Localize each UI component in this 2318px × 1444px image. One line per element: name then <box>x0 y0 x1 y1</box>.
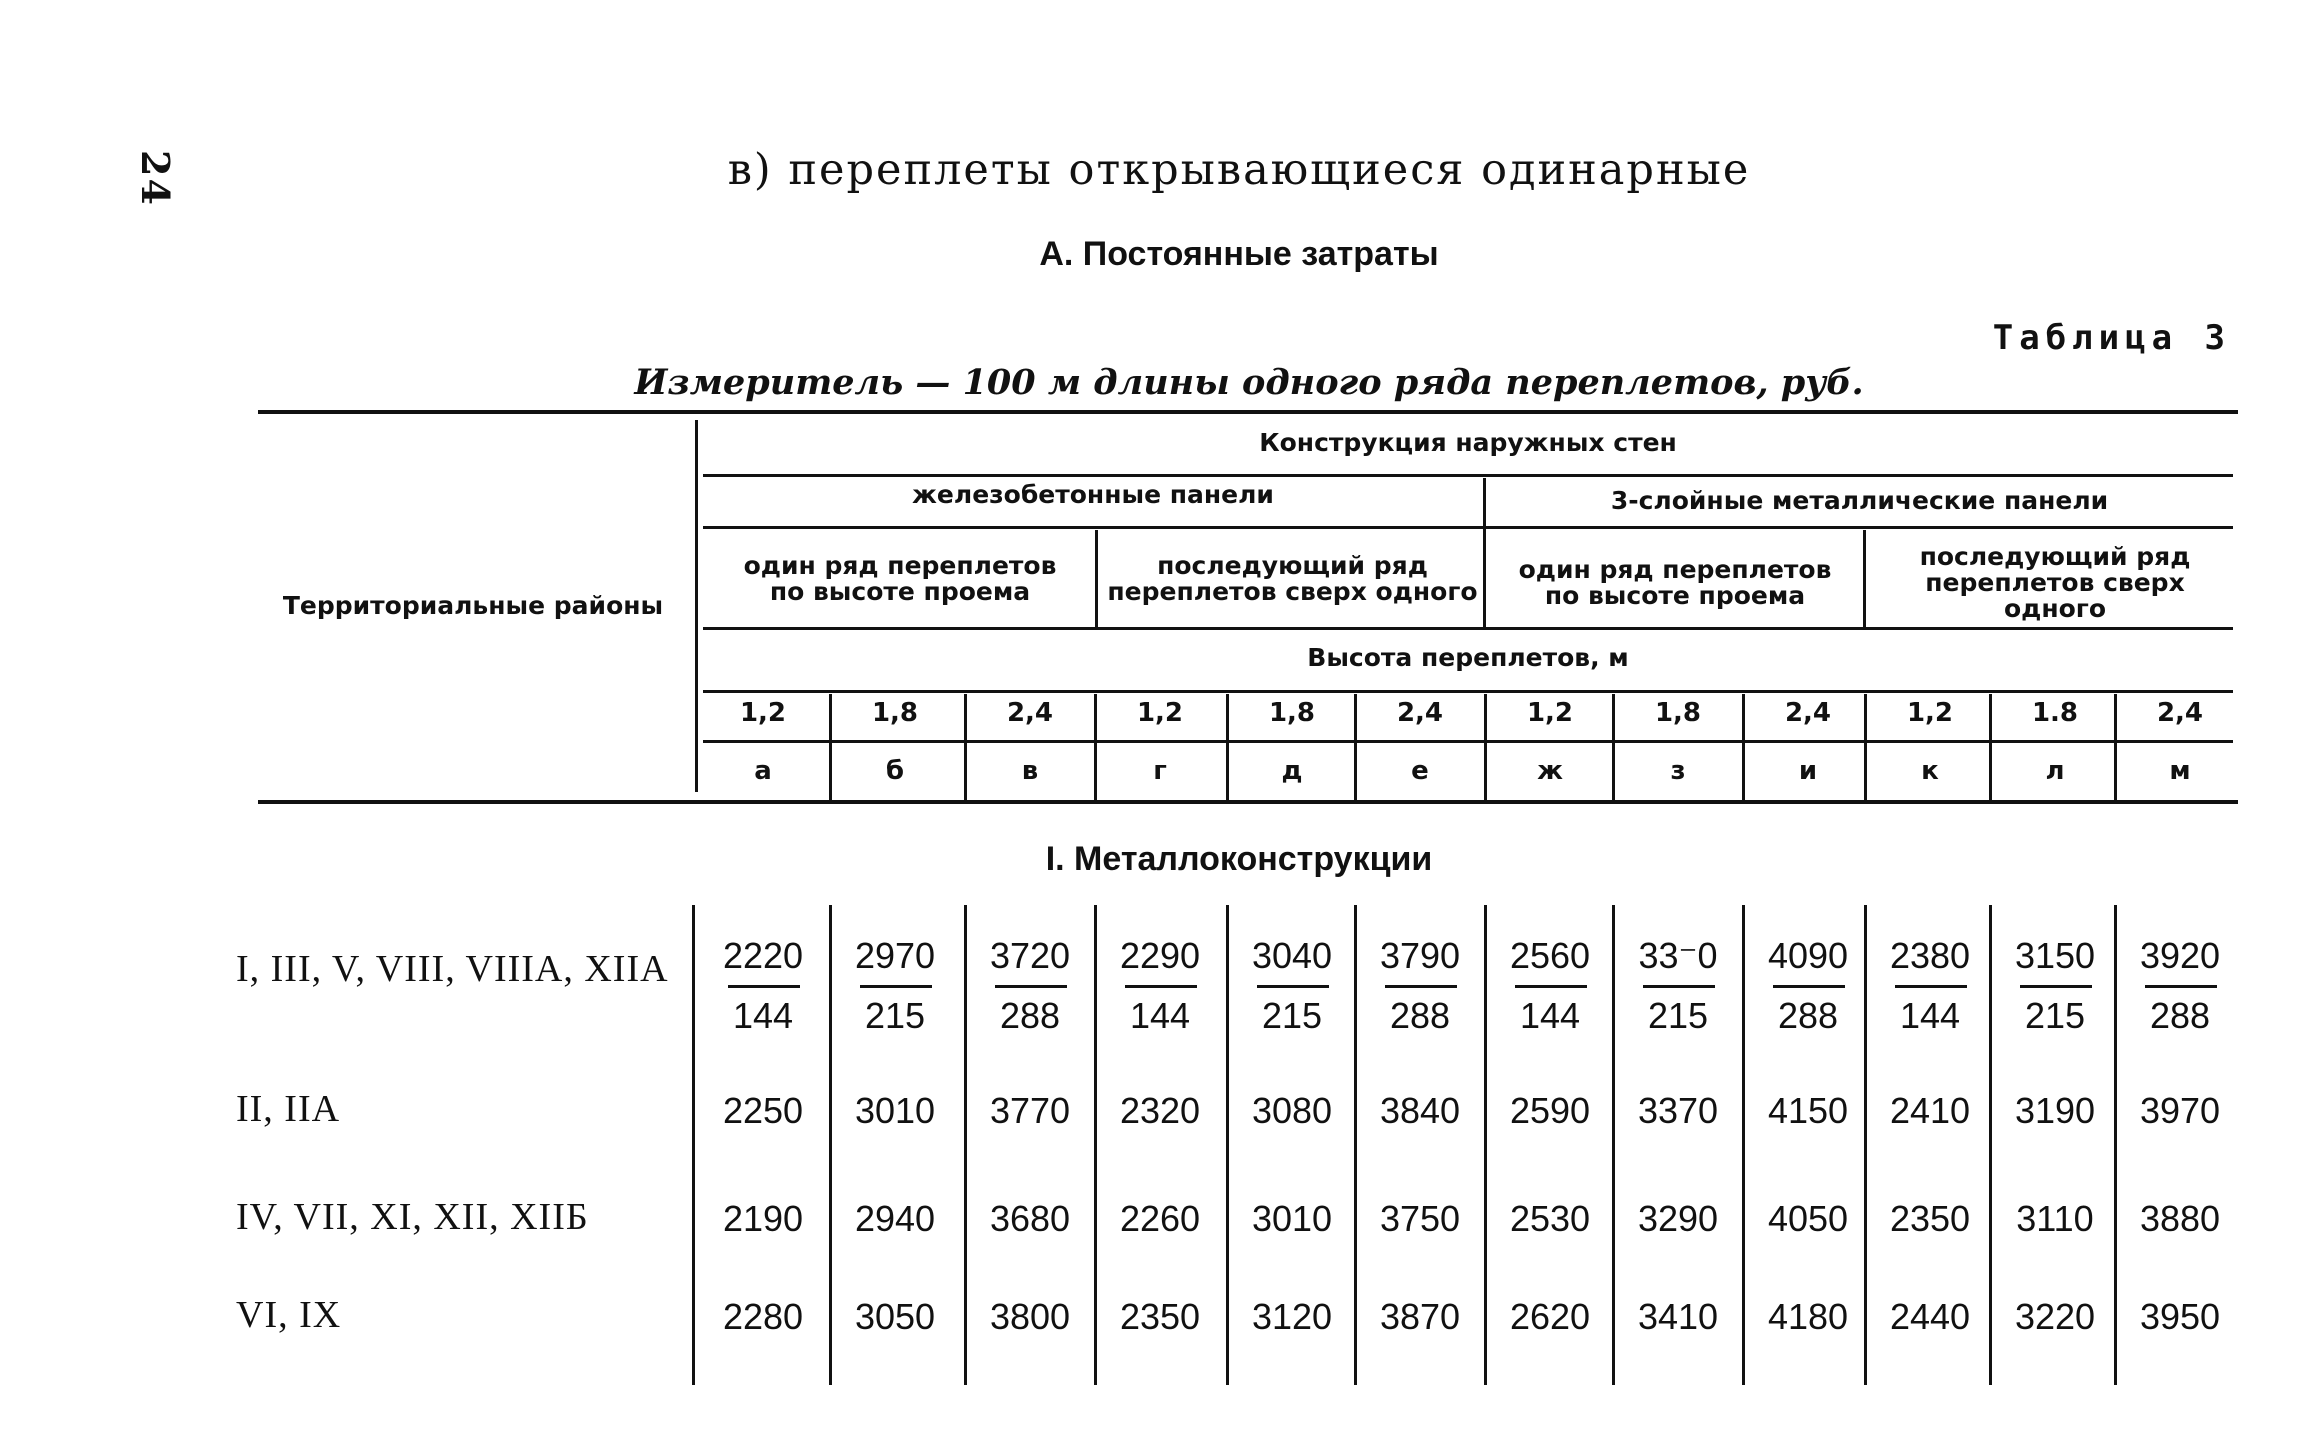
body-column-divider <box>964 905 967 1385</box>
table-cell-value: 2280 <box>722 1296 804 1337</box>
letter-cell: з <box>1670 756 1686 786</box>
table-cell-subvalue: 288 <box>999 995 1061 1036</box>
letter-cell: г <box>1153 756 1167 786</box>
fraction-line <box>1515 985 1587 988</box>
table-cell-value: 3010 <box>1251 1198 1333 1239</box>
row-label: IV, VII, XI, XII, XIIБ <box>236 1196 589 1238</box>
table-cell-value: 2250 <box>722 1090 804 1131</box>
fraction-line <box>1257 985 1329 988</box>
letter-cell: е <box>1411 756 1429 786</box>
table-cell-subvalue: 144 <box>732 995 794 1036</box>
height-cell: 2,4 <box>1006 698 1054 728</box>
table-cell-value: 3880 <box>2139 1198 2221 1239</box>
table-cell-subvalue: 288 <box>1777 995 1839 1036</box>
table-cell-value: 2620 <box>1509 1296 1591 1337</box>
body-column-divider <box>1742 905 1745 1385</box>
table-cell-value: 3920 <box>2139 935 2221 976</box>
letter-cell: ж <box>1537 756 1563 786</box>
fraction-line <box>2020 985 2092 988</box>
fraction-line <box>1125 985 1197 988</box>
table-cell-value: 2320 <box>1119 1090 1201 1131</box>
body-column-divider <box>692 905 695 1385</box>
table-cell-value: 4180 <box>1767 1296 1849 1337</box>
table-cell-value: 3370 <box>1637 1090 1719 1131</box>
table-cell-value: 3080 <box>1251 1090 1333 1131</box>
letter-cell: м <box>2169 756 2191 786</box>
subgroup-divider-3 <box>1863 530 1866 628</box>
table-cell-value: 3150 <box>2014 935 2096 976</box>
table-cell-value: 2440 <box>1889 1296 1971 1337</box>
table-cell-value: 2530 <box>1509 1198 1591 1239</box>
fraction-line <box>1773 985 1845 988</box>
letter-cell: л <box>2045 756 2065 786</box>
table-cell-value: 4090 <box>1767 935 1849 976</box>
height-cell: 2,4 <box>1784 698 1832 728</box>
body-column-divider <box>829 905 832 1385</box>
row-label: VI, IX <box>236 1294 342 1336</box>
table-cell-value: 3410 <box>1637 1296 1719 1337</box>
body-column-divider <box>1484 905 1487 1385</box>
table-cell-subvalue: 215 <box>1647 995 1709 1036</box>
table-cell-value: 3010 <box>854 1090 936 1131</box>
table-cell-value: 3110 <box>2016 1198 2094 1239</box>
height-label-rule <box>703 690 2233 693</box>
fraction-line <box>860 985 932 988</box>
measure-note: Измеритель — 100 м длины одного ряда переплетов, руб. <box>634 362 1864 403</box>
fraction-line <box>1385 985 1457 988</box>
section-title: I. Металлоконструкции <box>1045 840 1433 878</box>
table-cell-subvalue: 144 <box>1899 995 1961 1036</box>
table-cell-value: 2940 <box>854 1198 936 1239</box>
header-column-divider <box>1742 694 1745 800</box>
table-cell-subvalue: 215 <box>2024 995 2086 1036</box>
letter-cell: в <box>1021 756 1039 786</box>
height-cell: 2,4 <box>2156 698 2204 728</box>
subgroup-header: последующий ряд переплетов сверх одного <box>1107 551 1478 606</box>
height-cell: 1,2 <box>1526 698 1574 728</box>
height-cell: 1,8 <box>871 698 919 728</box>
header-column-divider <box>1989 694 1992 800</box>
height-cell: 1.8 <box>2031 698 2079 728</box>
table-cell-value: 33⁻0 <box>1638 935 1718 976</box>
header-column-divider <box>1094 694 1097 800</box>
table-cell-subvalue: 144 <box>1519 995 1581 1036</box>
table-cell-value: 3790 <box>1379 935 1461 976</box>
table-cell-value: 2350 <box>1889 1198 1971 1239</box>
table-cell-value: 2350 <box>1119 1296 1201 1337</box>
table-cell-value: 2410 <box>1889 1090 1971 1131</box>
subgroup-header: один ряд переплетов по высоте проема <box>743 551 1057 606</box>
table-cell-value: 4150 <box>1767 1090 1849 1131</box>
header-column-divider <box>1484 694 1487 800</box>
body-column-divider <box>1226 905 1229 1385</box>
header-column-divider <box>2114 694 2117 800</box>
subgroup-rule <box>703 627 2233 630</box>
header-column-divider <box>1864 694 1867 800</box>
letter-cell: б <box>885 756 905 786</box>
table-cell-subvalue: 215 <box>1261 995 1323 1036</box>
height-cell: 1,2 <box>1136 698 1184 728</box>
construction-rule <box>703 474 2233 477</box>
table-cell-value: 2260 <box>1119 1198 1201 1239</box>
heights-rule <box>703 740 2233 743</box>
table-cell-value: 3290 <box>1637 1198 1719 1239</box>
subgroup-header: последующий ряд переплетов сверх одного <box>1919 542 2191 623</box>
table-cell-value: 3840 <box>1379 1090 1461 1131</box>
header-column-divider <box>1354 694 1357 800</box>
table-cell-subvalue: 215 <box>864 995 926 1036</box>
header-column-divider <box>964 694 967 800</box>
table-cell-value: 3040 <box>1251 935 1333 976</box>
fraction-line <box>728 985 800 988</box>
height-cell: 1,8 <box>1268 698 1316 728</box>
letter-cell: д <box>1281 756 1303 786</box>
table-cell-value: 3220 <box>2014 1296 2096 1337</box>
header-left-vline <box>695 420 698 792</box>
fraction-line <box>1643 985 1715 988</box>
height-cell: 1,2 <box>739 698 787 728</box>
header-column-divider <box>829 694 832 800</box>
table-cell-value: 3050 <box>854 1296 936 1337</box>
page-number: 24 <box>133 150 178 207</box>
fraction-line <box>1895 985 1967 988</box>
fraction-line <box>2145 985 2217 988</box>
header-bottom-rule <box>258 800 2238 804</box>
letter-cell: а <box>754 756 772 786</box>
group-header-metal: 3-слойные металлические панели <box>1610 486 2109 515</box>
table-cell-subvalue: 288 <box>1389 995 1451 1036</box>
header-column-divider <box>1612 694 1615 800</box>
row-label: II, IIA <box>236 1088 341 1130</box>
table-cell-value: 2290 <box>1119 935 1201 976</box>
header-column-divider <box>1226 694 1229 800</box>
group-rule <box>703 526 2233 529</box>
body-column-divider <box>1354 905 1357 1385</box>
table-cell-value: 2970 <box>854 935 936 976</box>
table-cell-value: 3120 <box>1251 1296 1333 1337</box>
table-cell-value: 2590 <box>1509 1090 1591 1131</box>
height-cell: 2,4 <box>1396 698 1444 728</box>
letter-cell: к <box>1921 756 1939 786</box>
table-cell-value: 3750 <box>1379 1198 1461 1239</box>
height-label: Высота переплетов, м <box>1307 643 1629 672</box>
table-cell-subvalue: 288 <box>2149 995 2211 1036</box>
height-cell: 1,2 <box>1906 698 1954 728</box>
section-subtitle: А. Постоянные затраты <box>1039 235 1439 273</box>
row-label: I, III, V, VIII, VIIIA, XIIA <box>236 948 669 990</box>
table-cell-value: 3950 <box>2139 1296 2221 1337</box>
subgroup-header: один ряд переплетов по высоте проема <box>1518 555 1832 610</box>
table-cell-value: 2560 <box>1509 935 1591 976</box>
row-label-header: Территориальные районы <box>282 591 664 620</box>
height-cell: 1,8 <box>1654 698 1702 728</box>
body-column-divider <box>1094 905 1097 1385</box>
subgroup-divider-1 <box>1095 530 1098 628</box>
table-cell-value: 3680 <box>989 1198 1071 1239</box>
letter-cell: и <box>1798 756 1818 786</box>
body-column-divider <box>1612 905 1615 1385</box>
table-cell-value: 3720 <box>989 935 1071 976</box>
table-label: Таблица 3 <box>1992 318 2231 358</box>
header-top-rule <box>258 410 2238 414</box>
table-cell-value: 2220 <box>722 935 804 976</box>
table-cell-value: 2190 <box>722 1198 804 1239</box>
page-title: в) переплеты открывающиеся одинарные <box>727 145 1751 195</box>
table-cell-value: 3970 <box>2139 1090 2221 1131</box>
table-cell-subvalue: 144 <box>1129 995 1191 1036</box>
table-cell-value: 3800 <box>989 1296 1071 1337</box>
table-cell-value: 2380 <box>1889 935 1971 976</box>
table-cell-value: 3870 <box>1379 1296 1461 1337</box>
table-cell-value: 3190 <box>2014 1090 2096 1131</box>
construction-header: Конструкция наружных стен <box>1259 428 1677 457</box>
table-cell-value: 4050 <box>1767 1198 1849 1239</box>
group-header-concrete: железобетонные панели <box>912 480 1274 509</box>
table-cell-value: 3770 <box>989 1090 1071 1131</box>
fraction-line <box>995 985 1067 988</box>
